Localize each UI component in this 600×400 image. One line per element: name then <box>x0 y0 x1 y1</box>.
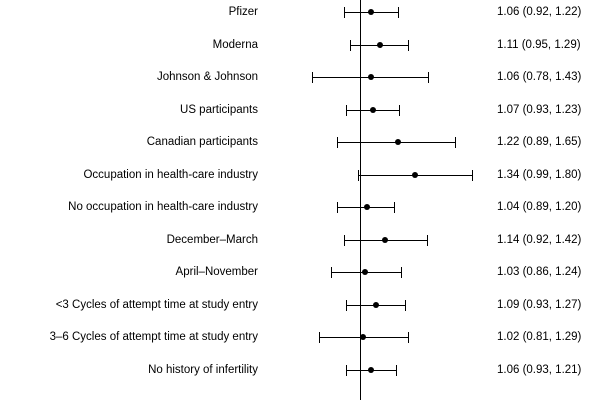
row-label: 3–6 Cycles of attempt time at study entry <box>49 331 258 343</box>
row-label: No history of infertility <box>148 363 258 376</box>
forest-row <box>0 260 600 284</box>
forest-row <box>0 163 600 187</box>
forest-row <box>0 325 600 349</box>
row-label: Canadian participants <box>146 136 258 148</box>
forest-row <box>0 358 600 382</box>
forest-row <box>0 293 600 317</box>
row-estimate: 1.04 (0.89, 1.20) <box>497 201 582 213</box>
row-label: No occupation in health-care industry <box>68 201 258 213</box>
forest-row <box>0 65 600 89</box>
row-label: Pfizer <box>228 6 258 18</box>
row-estimate: 1.34 (0.99, 1.80) <box>497 168 582 181</box>
forest-row <box>0 195 600 219</box>
forest-row <box>0 130 600 154</box>
row-estimate: 1.07 (0.93, 1.23) <box>497 103 582 116</box>
row-label: <3 Cycles of attempt time at study entry <box>55 298 258 311</box>
row-estimate: 1.02 (0.81, 1.29) <box>497 331 582 343</box>
row-estimate: 1.06 (0.78, 1.43) <box>497 71 582 83</box>
row-label: December–March <box>166 233 258 246</box>
forest-row <box>0 98 600 122</box>
row-estimate: 1.22 (0.89, 1.65) <box>497 136 582 148</box>
row-label: April–November <box>175 266 258 278</box>
forest-row <box>0 228 600 252</box>
row-label: Occupation in health-care industry <box>83 168 258 181</box>
row-estimate: 1.06 (0.92, 1.22) <box>497 6 582 18</box>
row-estimate: 1.03 (0.86, 1.24) <box>497 266 582 278</box>
row-estimate: 1.11 (0.95, 1.29) <box>497 38 581 51</box>
row-label: Moderna <box>212 38 258 51</box>
forest-row <box>0 0 600 24</box>
row-estimate: 1.14 (0.92, 1.42) <box>497 233 582 246</box>
forest-row <box>0 33 600 57</box>
row-estimate: 1.09 (0.93, 1.27) <box>497 298 582 311</box>
row-estimate: 1.06 (0.93, 1.21) <box>497 363 582 376</box>
row-label: US participants <box>180 103 258 116</box>
row-label: Johnson & Johnson <box>156 71 258 83</box>
